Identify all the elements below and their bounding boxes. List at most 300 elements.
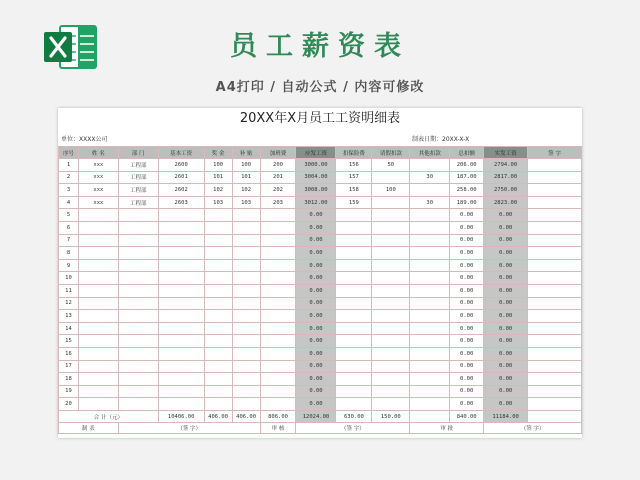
table-cell [204, 335, 232, 348]
table-cell [78, 284, 118, 297]
table-cell: 0.00 [484, 373, 528, 386]
table-cell [260, 284, 296, 297]
table-cell [204, 259, 232, 272]
table-cell: 0.00 [450, 297, 484, 310]
column-header: 基本工资 [158, 147, 204, 159]
table-cell: 0.00 [484, 322, 528, 335]
signature-row [59, 423, 582, 434]
table-cell [158, 398, 204, 411]
table-cell: 0.00 [450, 335, 484, 348]
table-cell [78, 335, 118, 348]
table-row [59, 171, 582, 184]
table-cell [232, 398, 260, 411]
table-cell [528, 196, 582, 209]
table-cell: 0.00 [296, 335, 336, 348]
table-row [59, 373, 582, 386]
table-cell: 0.00 [484, 335, 528, 348]
table-cell: 10 [59, 272, 79, 285]
table-cell: 0.00 [450, 259, 484, 272]
table-cell [260, 310, 296, 323]
table-cell [528, 171, 582, 184]
table-row [59, 360, 582, 373]
table-cell [204, 247, 232, 260]
table-cell: 103 [232, 196, 260, 209]
table-cell [260, 322, 296, 335]
table-cell [528, 335, 582, 348]
sheet-meta [58, 132, 582, 144]
table-cell: 158 [336, 184, 372, 197]
header [0, 0, 640, 108]
column-header: 扣保险费 [336, 147, 372, 159]
table-row [59, 297, 582, 310]
table-cell: 102 [232, 184, 260, 197]
table-cell [118, 322, 158, 335]
column-header: 请假扣款 [372, 147, 410, 159]
table-cell: 0.00 [450, 272, 484, 285]
table-cell [372, 196, 410, 209]
table-cell [372, 310, 410, 323]
table-cell [78, 373, 118, 386]
table-cell: 19 [59, 385, 79, 398]
table-cell [410, 221, 450, 234]
table-cell [410, 234, 450, 247]
table-cell: 11 [59, 284, 79, 297]
table-cell [78, 259, 118, 272]
table-cell [118, 310, 158, 323]
table-cell [260, 259, 296, 272]
table-cell: 50 [372, 159, 410, 172]
column-header: 其他扣款 [410, 147, 450, 159]
table-cell [204, 234, 232, 247]
table-cell: 0.00 [484, 284, 528, 297]
table-cell [336, 373, 372, 386]
table-cell [410, 347, 450, 360]
table-cell [260, 335, 296, 348]
table-cell [232, 347, 260, 360]
table-cell: 工程部 [118, 171, 158, 184]
table-cell: 100 [372, 184, 410, 197]
column-header: 姓 名 [78, 147, 118, 159]
table-cell: xxx [78, 171, 118, 184]
table-cell [528, 297, 582, 310]
table-cell [204, 297, 232, 310]
table-cell [204, 221, 232, 234]
table-cell [372, 221, 410, 234]
salary-sheet [58, 108, 582, 438]
table-cell [372, 360, 410, 373]
table-cell: 0.00 [296, 234, 336, 247]
table-cell [372, 322, 410, 335]
table-cell: 16 [59, 347, 79, 360]
table-cell [232, 297, 260, 310]
table-cell: 3004.00 [296, 171, 336, 184]
table-cell: 0.00 [450, 385, 484, 398]
table-cell: 13 [59, 310, 79, 323]
signature-role: 制 表 [59, 423, 119, 434]
table-cell: 17 [59, 360, 79, 373]
table-cell [232, 272, 260, 285]
table-row [59, 284, 582, 297]
table-cell: 2750.00 [484, 184, 528, 197]
table-cell [260, 373, 296, 386]
table-cell: 6 [59, 221, 79, 234]
table-row [59, 398, 582, 411]
table-cell: 0.00 [450, 347, 484, 360]
table-cell [410, 310, 450, 323]
column-header: 总扣额 [450, 147, 484, 159]
table-cell: 0.00 [296, 272, 336, 285]
table-row [59, 196, 582, 209]
total-label: 合 计（元） [59, 410, 159, 423]
table-cell [260, 360, 296, 373]
table-cell: 200 [260, 159, 296, 172]
column-header: 实发工资 [484, 147, 528, 159]
table-cell [158, 373, 204, 386]
table-cell: xxx [78, 184, 118, 197]
table-cell [118, 259, 158, 272]
table-cell [204, 398, 232, 411]
table-row [59, 221, 582, 234]
page-title: 员工薪资表 [230, 31, 410, 62]
table-cell: 2603 [158, 196, 204, 209]
table-cell: 0.00 [296, 347, 336, 360]
table-cell [528, 360, 582, 373]
table-cell: 0.00 [296, 398, 336, 411]
table-cell [372, 347, 410, 360]
table-cell [260, 347, 296, 360]
total-cell: 406.00 [204, 410, 232, 423]
signature-field: （签 字） [118, 423, 260, 434]
table-cell: 0.00 [484, 259, 528, 272]
table-cell [410, 373, 450, 386]
table-cell: 157 [336, 171, 372, 184]
table-cell [78, 347, 118, 360]
table-cell [158, 209, 204, 222]
signature-role: 审 批 [410, 423, 484, 434]
table-cell [78, 385, 118, 398]
table-cell [528, 209, 582, 222]
table-cell: 103 [204, 196, 232, 209]
table-cell [204, 347, 232, 360]
total-cell: 11184.00 [484, 410, 528, 423]
table-cell: 187.00 [450, 171, 484, 184]
table-cell: 30 [410, 196, 450, 209]
table-cell: 7 [59, 234, 79, 247]
table-cell: 0.00 [450, 373, 484, 386]
table-cell: 2 [59, 171, 79, 184]
table-cell [336, 247, 372, 260]
column-header: 部 门 [118, 147, 158, 159]
table-cell: 2602 [158, 184, 204, 197]
table-cell [410, 159, 450, 172]
table-cell [232, 335, 260, 348]
table-cell: 206.00 [450, 159, 484, 172]
table-cell [528, 259, 582, 272]
table-cell [410, 360, 450, 373]
table-cell [118, 297, 158, 310]
table-cell [158, 322, 204, 335]
table-cell [158, 335, 204, 348]
sheet-title: 20XX年X月员工工资明细表 [239, 111, 401, 126]
table-cell: 8 [59, 247, 79, 260]
table-cell [372, 234, 410, 247]
table-cell [260, 272, 296, 285]
table-cell: 0.00 [484, 247, 528, 260]
table-row [59, 347, 582, 360]
total-cell: 406.00 [232, 410, 260, 423]
table-cell: 1 [59, 159, 79, 172]
table-row [59, 310, 582, 323]
table-cell [232, 360, 260, 373]
table-cell [372, 247, 410, 260]
table-cell [232, 247, 260, 260]
table-cell: 102 [204, 184, 232, 197]
signature-field: （签 字） [296, 423, 410, 434]
table-header-row [59, 147, 582, 159]
table-row [59, 209, 582, 222]
date-label: 制表日期：20XX-X-X [412, 136, 470, 143]
table-cell: 0.00 [296, 373, 336, 386]
table-cell [260, 398, 296, 411]
table-cell [78, 221, 118, 234]
table-cell: 0.00 [296, 310, 336, 323]
table-cell [232, 234, 260, 247]
table-cell: 0.00 [450, 398, 484, 411]
table-row [59, 184, 582, 197]
table-row [59, 335, 582, 348]
table-cell [410, 385, 450, 398]
table-cell: 0.00 [484, 360, 528, 373]
table-cell [78, 297, 118, 310]
table-row [59, 159, 582, 172]
table-cell [372, 398, 410, 411]
total-cell: 10406.00 [158, 410, 204, 423]
table-cell [410, 322, 450, 335]
table-cell: 159 [336, 196, 372, 209]
table-cell [372, 385, 410, 398]
table-cell [372, 209, 410, 222]
table-cell [336, 284, 372, 297]
table-cell: 0.00 [450, 284, 484, 297]
table-cell [410, 247, 450, 260]
table-cell [336, 385, 372, 398]
table-cell: 189.00 [450, 196, 484, 209]
table-cell: 0.00 [296, 322, 336, 335]
table-cell: 2600 [158, 159, 204, 172]
table-cell: 0.00 [484, 209, 528, 222]
table-cell [204, 373, 232, 386]
table-cell: 0.00 [450, 234, 484, 247]
table-cell [158, 272, 204, 285]
table-cell [158, 221, 204, 234]
table-cell: 30 [410, 171, 450, 184]
table-cell [528, 284, 582, 297]
column-header: 签 字 [528, 147, 582, 159]
table-cell [336, 209, 372, 222]
table-cell: 20 [59, 398, 79, 411]
table-cell: 5 [59, 209, 79, 222]
table-cell [528, 159, 582, 172]
table-cell [336, 221, 372, 234]
table-cell: 3008.00 [296, 184, 336, 197]
table-cell: 0.00 [484, 310, 528, 323]
table-cell: 0.00 [484, 297, 528, 310]
table-cell: 101 [232, 171, 260, 184]
table-cell: 0.00 [296, 259, 336, 272]
table-cell [372, 259, 410, 272]
table-cell [118, 221, 158, 234]
table-cell [410, 284, 450, 297]
table-cell: 0.00 [450, 310, 484, 323]
table-cell: 0.00 [296, 297, 336, 310]
table-cell [118, 272, 158, 285]
table-cell: 100 [204, 159, 232, 172]
table-cell [118, 373, 158, 386]
table-cell [528, 234, 582, 247]
table-cell [528, 184, 582, 197]
table-cell [232, 284, 260, 297]
table-cell [410, 209, 450, 222]
table-cell [528, 347, 582, 360]
table-row [59, 322, 582, 335]
table-cell [232, 259, 260, 272]
signature-field: （签 字） [484, 423, 582, 434]
table-cell [410, 272, 450, 285]
table-cell [410, 259, 450, 272]
table-cell [204, 272, 232, 285]
table-cell: 202 [260, 184, 296, 197]
salary-table [58, 146, 582, 434]
table-cell [204, 284, 232, 297]
table-cell [336, 297, 372, 310]
column-header: 补 贴 [232, 147, 260, 159]
table-cell [232, 310, 260, 323]
total-row [59, 410, 582, 423]
table-cell [336, 272, 372, 285]
table-cell [528, 272, 582, 285]
table-cell [158, 360, 204, 373]
table-cell: 4 [59, 196, 79, 209]
table-cell [204, 209, 232, 222]
table-cell [118, 385, 158, 398]
table-cell [336, 234, 372, 247]
table-cell [410, 297, 450, 310]
table-cell [204, 310, 232, 323]
table-cell [158, 234, 204, 247]
table-cell: 2823.00 [484, 196, 528, 209]
table-cell [528, 221, 582, 234]
table-cell: 0.00 [296, 221, 336, 234]
table-cell: 2601 [158, 171, 204, 184]
table-row [59, 259, 582, 272]
table-cell: 9 [59, 259, 79, 272]
table-cell: 0.00 [296, 385, 336, 398]
table-cell [372, 284, 410, 297]
table-cell [410, 335, 450, 348]
table-cell: 0.00 [484, 398, 528, 411]
table-cell [528, 247, 582, 260]
table-cell: 工程部 [118, 159, 158, 172]
column-header: 序号 [59, 147, 79, 159]
table-cell [528, 398, 582, 411]
table-cell [118, 360, 158, 373]
table-cell: 0.00 [450, 360, 484, 373]
table-cell [372, 272, 410, 285]
table-cell [118, 209, 158, 222]
table-cell: 0.00 [484, 385, 528, 398]
table-cell [78, 272, 118, 285]
table-cell [78, 209, 118, 222]
unit-label: 单位：XXXX公司 [61, 136, 108, 143]
table-cell [232, 221, 260, 234]
table-cell [158, 247, 204, 260]
table-cell [260, 385, 296, 398]
table-cell [336, 259, 372, 272]
total-cell: 840.00 [450, 410, 484, 423]
table-cell [372, 335, 410, 348]
table-cell: 工程部 [118, 184, 158, 197]
table-cell [336, 398, 372, 411]
table-cell [158, 259, 204, 272]
table-cell [78, 247, 118, 260]
table-cell: xxx [78, 196, 118, 209]
table-cell [260, 209, 296, 222]
table-cell [336, 347, 372, 360]
total-cell: 630.00 [336, 410, 372, 423]
table-cell [528, 322, 582, 335]
table-cell: 0.00 [296, 284, 336, 297]
table-cell [118, 398, 158, 411]
total-cell [528, 410, 582, 423]
table-cell: 3 [59, 184, 79, 197]
table-cell [204, 360, 232, 373]
table-cell: 0.00 [484, 272, 528, 285]
table-cell [232, 209, 260, 222]
table-cell [118, 347, 158, 360]
table-cell [78, 398, 118, 411]
table-cell [158, 347, 204, 360]
table-cell [118, 284, 158, 297]
table-cell: 15 [59, 335, 79, 348]
table-cell [372, 171, 410, 184]
total-cell: 806.00 [260, 410, 296, 423]
table-cell [410, 398, 450, 411]
total-cell: 12024.00 [296, 410, 336, 423]
table-row [59, 272, 582, 285]
table-cell [260, 247, 296, 260]
table-cell: 3012.00 [296, 196, 336, 209]
table-row [59, 385, 582, 398]
page-subtitle: A4打印 / 自动公式 / 内容可修改 [215, 80, 425, 95]
table-cell: 0.00 [450, 247, 484, 260]
table-cell [372, 297, 410, 310]
table-cell [78, 310, 118, 323]
table-cell [260, 297, 296, 310]
table-cell: 0.00 [484, 221, 528, 234]
table-cell: 14 [59, 322, 79, 335]
table-cell: 0.00 [296, 209, 336, 222]
table-cell [260, 221, 296, 234]
table-cell [204, 385, 232, 398]
table-cell [158, 385, 204, 398]
table-cell: 0.00 [450, 209, 484, 222]
table-cell [118, 247, 158, 260]
table-cell [372, 373, 410, 386]
table-cell: 258.00 [450, 184, 484, 197]
table-cell [336, 310, 372, 323]
table-cell: 18 [59, 373, 79, 386]
table-cell [336, 322, 372, 335]
